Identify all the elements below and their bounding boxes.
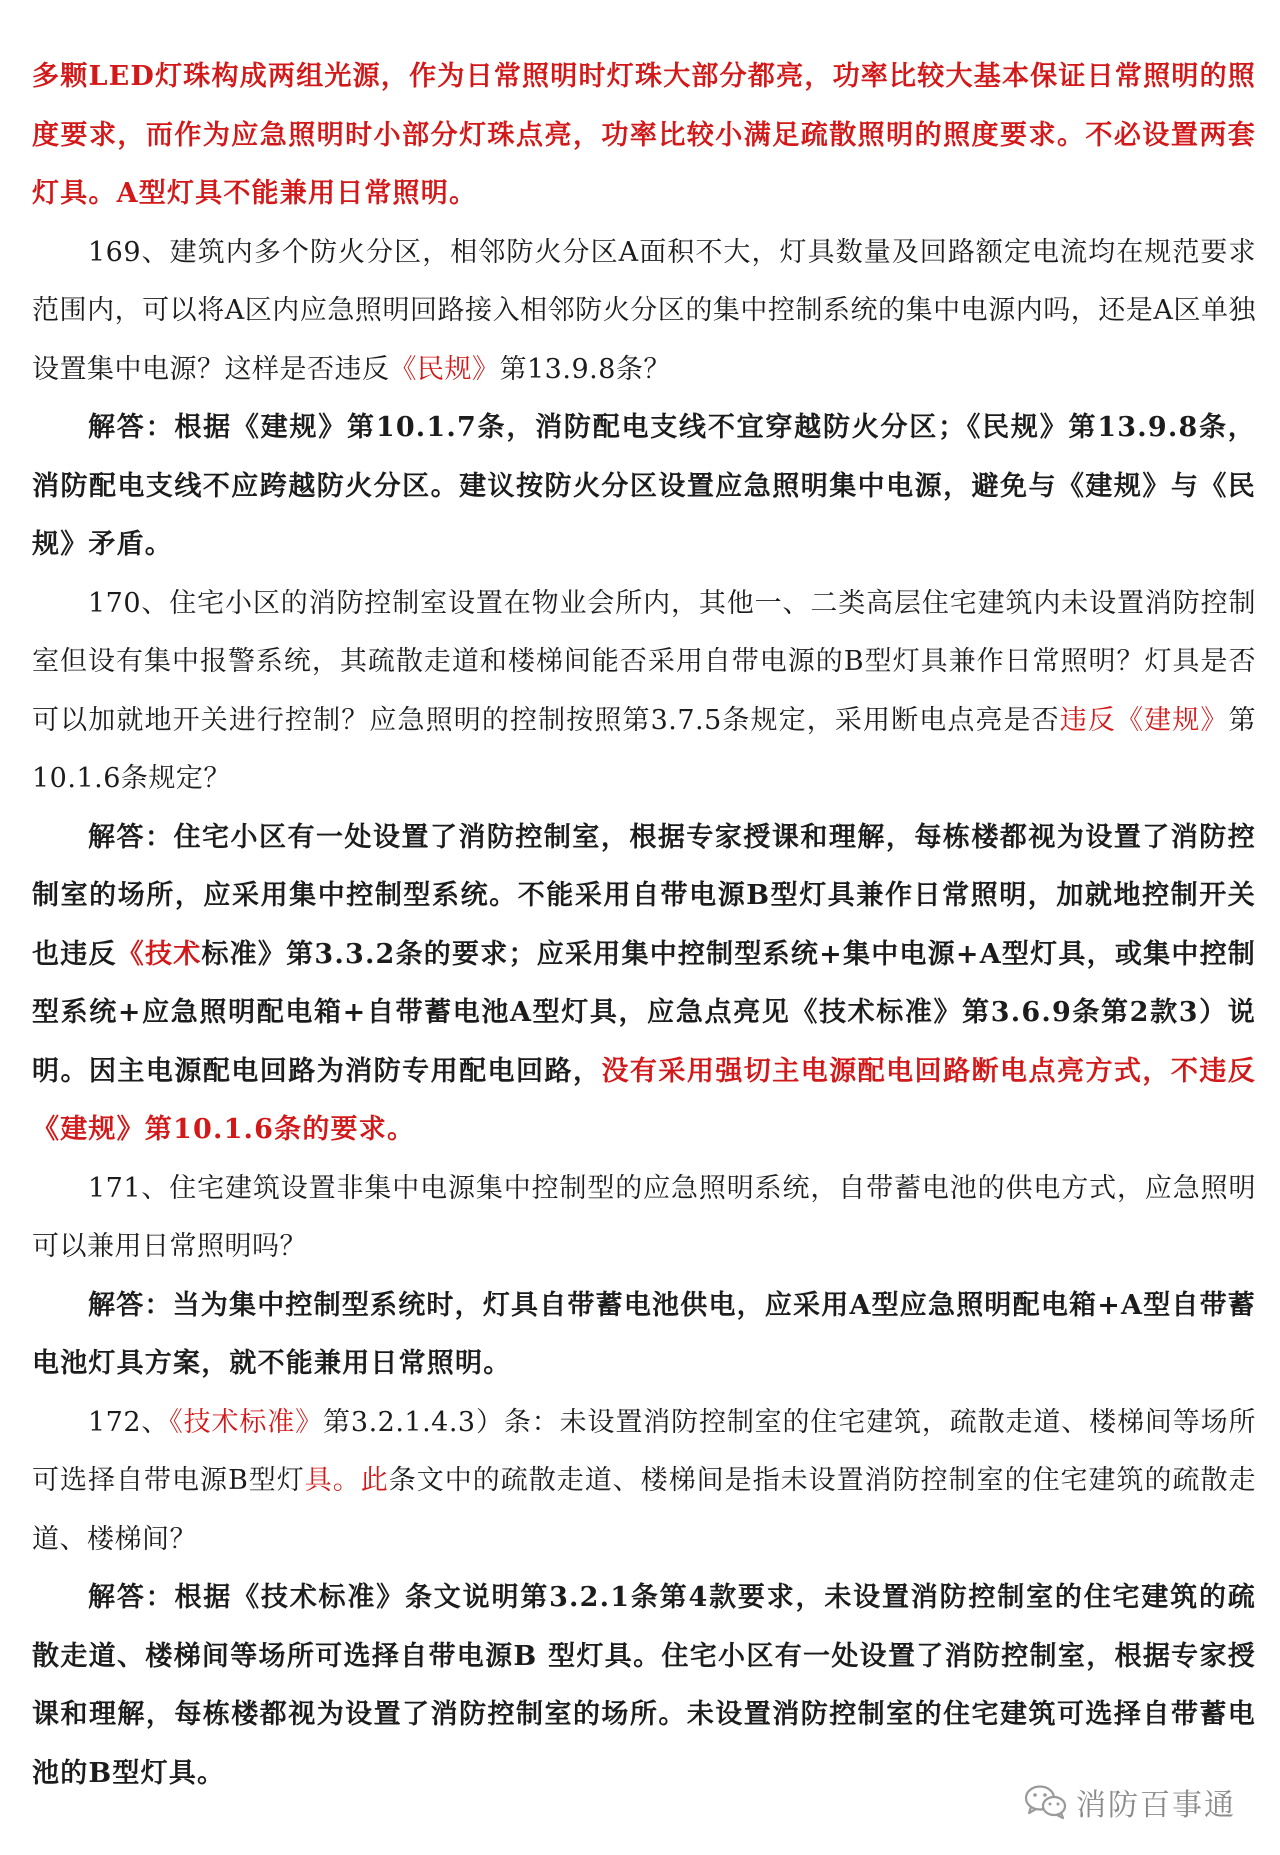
text-segment: 解答：根据《建规》第10.1.7条，消防配电支线不宜穿越防火分区；《民规》第13.9.8条，消防配电支线不应跨越防火分区。建议按防火分区设置应急照明集中电源，避免与《建规》与《民规》矛盾。 [32,412,1256,560]
paragraph [32,1394,1256,1570]
highlighted-text: 《技术 [116,938,202,970]
paragraph [32,1277,1256,1394]
text-segment: 解答：当为集中控制型系统时，灯具自带蓄电池供电，应采用A型应急照明配电箱+A型自带蓄电池灯具方案，就不能兼用日常照明。 [32,1289,1256,1379]
text-segment: 解答：住宅小区有一处设置了消防控制室，根据专家授课和理解，每栋楼都视为设置了消防控制室的场所，应采用集中控制型系统。不能采用自带电源B型灯具兼作日常照明，加就地控制开关也违反 [32,821,1256,970]
text-segment: 第3.2.1.4.3）条：未设置消防控制室的住宅建筑，疏散走道、楼梯间等场所可选择自带电源B型灯 [32,1406,1256,1496]
text-segment: 条文中的疏散走道、楼梯间是指未设置消防控制室的住宅建筑的疏散走道、楼梯间？ [32,1465,1257,1555]
wechat-icon [1024,1784,1068,1820]
text-segment: 标准》第3.3.2条的要求；应采用集中控制型系统+集中电源+A型灯具，或集中控制型系统+应急照明配电箱+自带蓄电池A型灯具，应急点亮见《技术标准》第3.6.9条第2款3）说明。因主电源配电回路为消防专用配电回路， [32,938,1256,1087]
document-body [32,48,1256,1803]
highlighted-text: 《技术标准》 [169,1406,324,1438]
text-segment: 解答：根据《技术标准》条文说明第3.2.1条第4款要求，未设置消防控制室的住宅建筑的疏散走道、楼梯间等场所可选择自带电源B 型灯具。住宅小区有一处设置了消防控制室，根据专家授课和理解，每栋楼都视为设置了消防控制室的场所。未设置消防控制室的住宅建筑可选择自带蓄电池的B型灯具。 [32,1582,1256,1789]
paragraph [32,399,1256,575]
paragraph [32,48,1256,224]
watermark-text: 消防百事通 [1076,1788,1236,1823]
text-segment: 第13.9.8条？ [499,353,671,385]
paragraph [32,1160,1256,1277]
text-segment: 170、住宅小区的消防控制室设置在物业会所内，其他一、二类高层住宅建筑内未设置消防控制室但设有集中报警系统，其疏散走道和楼梯间能否采用自带电源的B型灯具兼作日常照明？灯具是否可以加就地开关进行控制？应急照明的控制按照第3.7.5条规定，采用断电点亮是否 [32,587,1256,736]
paragraph [32,809,1256,1160]
paragraph [32,224,1256,400]
highlighted-text: 多颗LED灯珠构成两组光源，作为日常照明时灯珠大部分都亮，功率比较大基本保证日常照明的照度要求，而作为应急照明时小部分灯珠点亮，功率比较小满足疏散照明的照度要求。不必设置两套灯具。A型灯具不能兼用日常照明。 [32,61,1256,209]
paragraph [32,575,1256,809]
watermark [1024,1780,1236,1824]
highlighted-text: 没有采用强切主电源配电回路断电点亮方式，不违反《建规》第10.1.6条的要求。 [32,1055,1257,1145]
paragraph [32,1569,1256,1803]
highlighted-text: 《民规》 [389,353,500,385]
text-segment: 172、 [88,1406,170,1438]
highlighted-text: 违反《建规》 [1059,704,1229,736]
text-segment: 171、住宅建筑设置非集中电源集中控制型的应急照明系统，自带蓄电池的供电方式，应急照明可以兼用日常照明吗？ [32,1172,1256,1262]
highlighted-text: 具。此 [304,1465,389,1496]
text-segment: 第10.1.6条规定？ [32,704,1256,794]
text-segment: 169、建筑内多个防火分区，相邻防火分区A面积不大，灯具数量及回路额定电流均在规范要求范围内，可以将A区内应急照明回路接入相邻防火分区的集中控制系统的集中电源内吗，还是A区单独设置集中电源？这样是否违反 [32,236,1256,385]
